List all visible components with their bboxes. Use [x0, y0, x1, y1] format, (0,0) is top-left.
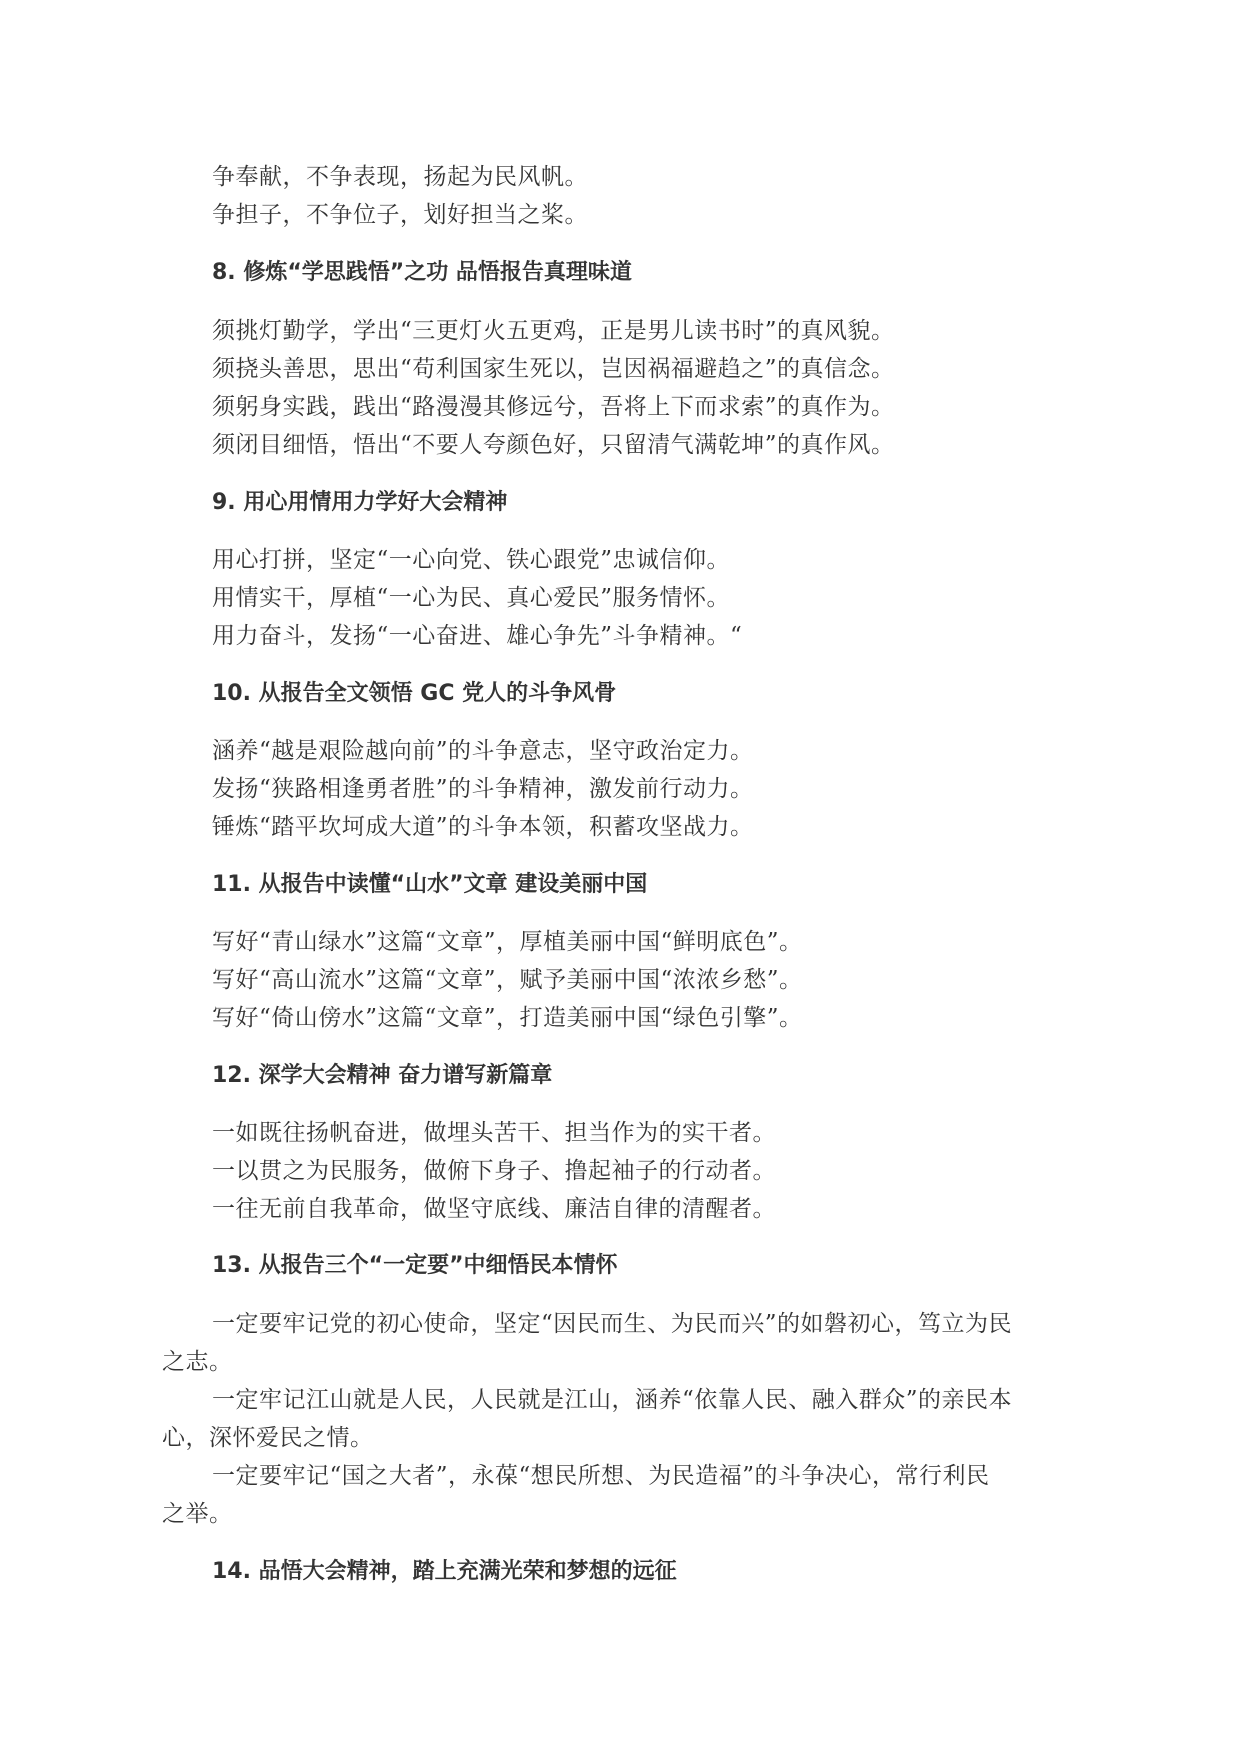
paragraph-line: 之志。 [162, 1349, 233, 1375]
body-line: 锤炼“踏平坎坷成大道”的斗争本领，积蓄攻坚战力。 [212, 814, 754, 840]
section-heading: 13. 从报告三个“一定要”中细悟民本情怀 [212, 1253, 618, 1278]
paragraph-line: 一定牢记江山就是人民，人民就是江山，涵养“依靠人民、融入群众”的亲民本 [212, 1387, 1013, 1413]
paragraph-line: 心，深怀爱民之情。 [162, 1425, 374, 1451]
body-line: 须挑灯勤学，学出“三更灯火五更鸡，正是男儿读书时”的真风貌。 [212, 318, 895, 344]
body-line: 用心打拼，坚定“一心向党、铁心跟党”忠诚信仰。 [212, 547, 731, 573]
body-line: 须闭目细悟，悟出“不要人夸颜色好，只留清气满乾坤”的真作风。 [212, 432, 895, 458]
body-line: 发扬“狭路相逢勇者胜”的斗争精神，激发前行动力。 [212, 776, 754, 802]
section-heading: 12. 深学大会精神 奋力谱写新篇章 [212, 1063, 553, 1088]
paragraph-line: 之举。 [162, 1501, 233, 1527]
section-heading: 10. 从报告全文领悟 GC 党人的斗争风骨 [212, 681, 617, 706]
body-line: 争担子，不争位子，划好担当之桨。 [212, 202, 588, 228]
body-line: 须挠头善思，思出“苟利国家生死以，岂因祸福避趋之”的真信念。 [212, 356, 895, 382]
body-line: 须躬身实践，践出“路漫漫其修远兮，吾将上下而求索”的真作为。 [212, 394, 895, 420]
body-line: 争奉献，不争表现，扬起为民风帆。 [212, 164, 588, 190]
body-line: 用情实干，厚植“一心为民、真心爱民”服务情怀。 [212, 585, 731, 611]
body-line: 写好“青山绿水”这篇“文章”，厚植美丽中国“鲜明底色”。 [212, 929, 803, 955]
body-line: 一如既往扬帆奋进，做埋头苦干、担当作为的实干者。 [212, 1120, 776, 1146]
section-heading: 9. 用心用情用力学好大会精神 [212, 490, 508, 515]
body-line: 一往无前自我革命，做坚守底线、廉洁自律的清醒者。 [212, 1196, 776, 1222]
body-line: 写好“高山流水”这篇“文章”，赋予美丽中国“浓浓乡愁”。 [212, 967, 803, 993]
section-heading: 11. 从报告中读懂“山水”文章 建设美丽中国 [212, 872, 648, 897]
section-heading: 14. 品悟大会精神，踏上充满光荣和梦想的远征 [212, 1559, 677, 1584]
paragraph-line: 一定要牢记党的初心使命，坚定“因民而生、为民而兴”的如磐初心，笃立为民 [212, 1311, 1013, 1337]
body-line: 一以贯之为民服务，做俯下身子、撸起袖子的行动者。 [212, 1158, 776, 1184]
body-line: 涵养“越是艰险越向前”的斗争意志，坚守政治定力。 [212, 738, 754, 764]
body-line: 用力奋斗，发扬“一心奋进、雄心争先”斗争精神。“ [212, 623, 743, 649]
body-line: 写好“倚山傍水”这篇“文章”，打造美丽中国“绿色引擎”。 [212, 1005, 803, 1031]
section-heading: 8. 修炼“学思践悟”之功 品悟报告真理味道 [212, 260, 632, 285]
paragraph-line: 一定要牢记“国之大者”，永葆“想民所想、为民造福”的斗争决心，常行利民 [212, 1463, 990, 1489]
